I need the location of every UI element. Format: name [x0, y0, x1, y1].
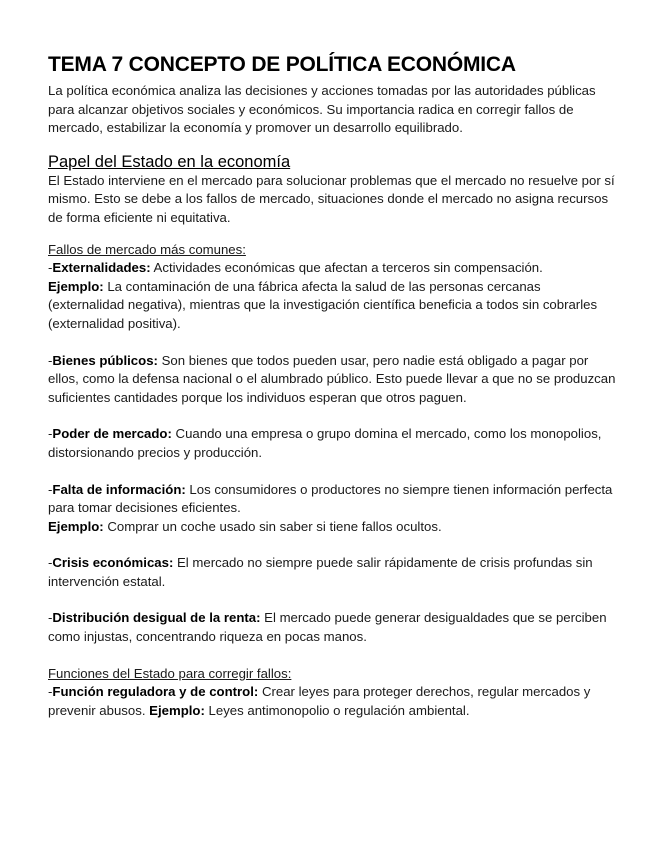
item-label: Bienes públicos:	[52, 352, 158, 368]
item-label: Externalidades:	[52, 260, 151, 276]
example-text: Leyes antimonopolio o regulación ambiental.	[204, 702, 470, 718]
subheading-fallos-mercado: Fallos de mercado más comunes:	[48, 241, 246, 257]
item-falta-informacion	[48, 481, 618, 518]
example-externalidades	[48, 278, 618, 334]
item-externalidades	[48, 259, 618, 278]
item-label: Función reguladora y de control:	[52, 684, 259, 700]
item-prefix: -	[48, 481, 53, 497]
item-prefix: -	[48, 426, 53, 442]
item-text: Cuando una empresa o grupo domina el mercado, como los monopolios, distorsionando precios y producción.	[48, 426, 602, 460]
subheading-funciones-estado: Funciones del Estado para corregir fallos:	[48, 665, 292, 681]
example-text: La contaminación de una fábrica afecta la salud de las personas cercanas (externalidad negativa), mientras que la investigación científica beneficia a todos sin cobrarles (externalidad positiva).	[48, 278, 598, 331]
document-body	[48, 52, 618, 720]
example-label: Ejemplo:	[48, 278, 104, 294]
example-label: Ejemplo:	[48, 518, 104, 534]
item-text: Los consumidores o productores no siempre tienen información perfecta para tomar decisiones eficientes.	[48, 481, 613, 516]
item-prefix: -	[48, 610, 53, 626]
item-text: El mercado no siempre puede salir rápidamente de crisis profundas sin intervención estatal.	[48, 555, 593, 589]
example-text: Comprar un coche usado sin saber si tiene fallos ocultos.	[103, 518, 442, 534]
item-label: Crisis económicas:	[52, 555, 174, 571]
page-title: TEMA 7 CONCEPTO DE POLÍTICA ECONÓMICA	[48, 53, 516, 76]
item-bienes-publicos	[48, 352, 618, 408]
intro-paragraph: La política económica analiza las decisiones y acciones tomadas por las autoridades públicas para alcanzar objetivos sociales y económicos. Su importancia radica en corregir fallos de mercado, estabilizar la economía y promover un desarrollo equilibrado.	[48, 83, 596, 136]
item-poder-mercado	[48, 425, 618, 462]
item-prefix: -	[48, 260, 53, 276]
item-text: Son bienes que todos pueden usar, pero nadie está obligado a pagar por ellos, como la defensa nacional o el alumbrado público. Esto puede llevar a que no se produzcan suficientes cantidades porque los individuos esperan que otros paguen.	[48, 352, 616, 405]
item-label: Falta de información:	[52, 481, 186, 497]
item-crisis-economicas	[48, 554, 618, 591]
item-funcion-reguladora	[48, 683, 618, 720]
item-prefix: -	[48, 352, 53, 368]
item-text: Actividades económicas que afectan a terceros sin compensación.	[150, 260, 543, 276]
example-falta-informacion	[48, 518, 618, 537]
item-prefix: -	[48, 555, 53, 571]
item-text: El mercado puede generar desigualdades que se perciben como injustas, concentrando riqueza en pocas manos.	[48, 610, 607, 645]
item-distribucion-renta	[48, 609, 618, 646]
item-prefix: -	[48, 684, 53, 700]
item-label: Distribución desigual de la renta:	[52, 610, 261, 626]
item-label: Poder de mercado:	[52, 426, 172, 442]
section-heading-papel-estado: Papel del Estado en la economía	[48, 152, 291, 171]
item-text: Crear leyes para proteger derechos, regular mercados y prevenir abusos.	[48, 684, 591, 718]
example-label: Ejemplo:	[149, 702, 205, 718]
section-paragraph-papel-estado: El Estado interviene en el mercado para solucionar problemas que el mercado no resuelve por sí mismo. Esto se debe a los fallos de mercado, situaciones donde el mercado no asigna recursos de forma eficiente ni equitativa.	[48, 172, 615, 225]
